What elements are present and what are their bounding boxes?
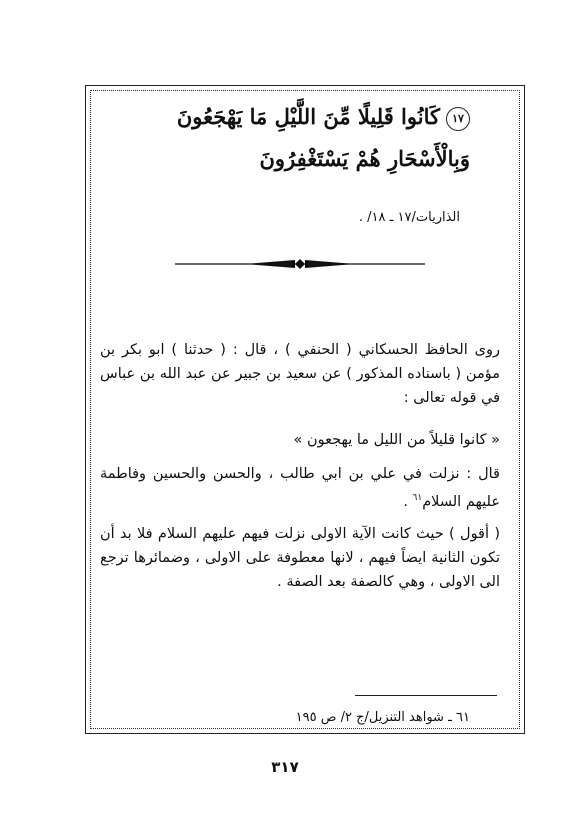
footnote-separator: [355, 695, 497, 696]
quoted-verse: « كانوا قليلاً من الليل ما يهجعون »: [293, 432, 500, 448]
author-comment-paragraph: ( أقول ) حيث كانت الآية الاولى نزلت فيهم عليهم السلام فلا بد أن تكون الثانية ايضاً فيهم ، لانها معطوفة على الاولى ، وضمائرها ترجع الى الاولى ، وهي كالصفة بعد الصفة .: [100, 526, 500, 590]
narration-paragraph: روى الحافظ الحسكاني ( الحنفي ) ، قال : ( حدثنا ) ابو بكر بن مؤمن ( باسناده المذكور ) عن سعيد بن جبير عن عبد الله بن عباس في قوله تعالى :: [100, 342, 500, 406]
narration-result-paragraph: [100, 462, 500, 514]
quran-verse-text-1: كَانُوا قَلِيلًا مِّنَ اللَّيْلِ مَا يَهْجَعُونَ: [176, 104, 440, 129]
narration-result-text: قال : نزلت في علي بن ابي طالب ، والحسن والحسين وفاطمة عليهم السلام: [100, 466, 500, 510]
ornamental-divider: [175, 254, 425, 274]
ayah-number-marker: ١٧: [446, 107, 470, 131]
quran-verse-line-2: وَبِالْأَسْحَارِ هُمْ يَسْتَغْفِرُونَ: [259, 146, 470, 171]
narration-result-end: .: [403, 493, 413, 510]
footnote-reference: ٦١: [412, 493, 423, 503]
page-number: ٣١٧: [271, 758, 299, 776]
quran-verse-line-1: [177, 104, 470, 131]
surah-reference: الذاريات/١٧ ـ ١٨/ .: [358, 210, 460, 225]
footnote: ٦١ ـ شواهد التنزيل/ج ٢/ ص ١٩٥: [295, 710, 470, 725]
